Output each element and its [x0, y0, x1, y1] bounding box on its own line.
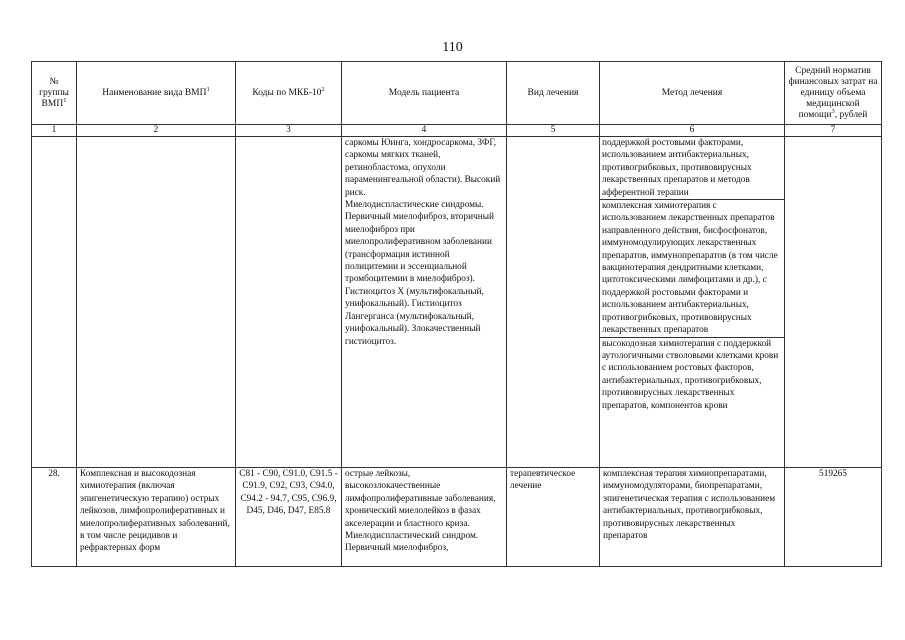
- treatment-type-cell: терапевтическое лечение: [507, 468, 600, 567]
- column-number: 7: [785, 125, 882, 137]
- treatment-type-cell: [507, 137, 600, 468]
- vmp-name-cell: Комплексная и высокодозная химиотерапия (включая эпигенетическую терапию) острых лейкозов, лимфопролиферативных и миелопролиферативных заболеваний, в том числе рецидивов и рефрактерных форм: [77, 468, 236, 567]
- group-number-cell: [32, 137, 77, 468]
- icd-codes-cell: [236, 137, 342, 468]
- header-cost-norm: Средний норматив финансовых затрат на единицу объема медицинской помощи$^3$, рублей: [785, 62, 882, 125]
- header-patient-model: Модель пациента: [342, 62, 507, 125]
- header-treatment-type: Вид лечения: [507, 62, 600, 125]
- cost-cell: [785, 137, 882, 468]
- treatment-method: комплексная терапия химиопрепаратами, иммуномодуляторами, биопрепаратами, эпигенетическая терапия с использованием антибактериальных, противогрибковых, противовирусных лекарственных препаратов: [603, 469, 776, 542]
- vmp-name-cell: [77, 137, 236, 468]
- header-row: [32, 62, 882, 125]
- treatment-method-cell: [600, 137, 785, 468]
- column-number: 1: [32, 125, 77, 137]
- column-number: 5: [507, 125, 600, 137]
- column-number: 4: [342, 125, 507, 137]
- table-row: [32, 137, 882, 468]
- header-vmp-name: Наименование вида ВМП$^1$: [77, 62, 236, 125]
- header-icd-codes: Коды по МКБ-$10^2$: [236, 62, 342, 125]
- column-number: 6: [600, 125, 785, 137]
- patient-model-cell: саркомы Юинга, хондросаркома, ЗФГ, саркомы мягких тканей, ретинобластома, опухоли параменингеальной области). Высокий риск. Миелодиспластические синдромы. Первичный миелофиброз, вторичный миелофиброз при миелопролиферативном заболевании (трансформация истинной полицитемии и эссенциальной тромбоцитемии в миелофиброз). Гистиоцитоз X (мультифокальный, унифокальный). Гистиоцитоз Лангерганса (мультифокальный, унифокальный). Злокачественный гистиоцитоз.: [342, 137, 507, 468]
- treatment-method: комплексная химиотерапия с использованием лекарственных препаратов направленного действия, бисфосфонатов, иммуномодулирующих лекарственных препаратов, иммунопрепаратов (в том числе вакцинотерапия дендритными клетками, цитотоксическими лимфоцитами и др.), с поддержкой ростовыми факторами и использованием антибактериальных, противогрибковых, противовирусных лекарственных препаратов: [600, 199, 784, 336]
- column-number: 3: [236, 125, 342, 137]
- table-row: [32, 468, 882, 567]
- header-group-number: № группы ВМП$^1$: [32, 62, 77, 125]
- group-number-cell: 28.: [32, 468, 77, 567]
- vmp-table: [31, 61, 882, 567]
- treatment-method-cell: [600, 468, 785, 567]
- treatment-method: высокодозная химиотерапия с поддержкой аутологичными стволовыми клетками крови с использованием ростовых факторов, антибактериальных, противогрибковых, противовирусных лекарственных препаратов, компонентов крови: [600, 337, 784, 412]
- cost-cell: 519265: [785, 468, 882, 567]
- column-number: 2: [77, 125, 236, 137]
- treatment-method: поддержкой ростовыми факторами, использованием антибактериальных, противогрибковых, противовирусных лекарственных препаратов и методов афферентной терапии: [602, 138, 752, 198]
- header-treatment-method: Метод лечения: [600, 62, 785, 125]
- page-number: 110: [442, 40, 463, 55]
- patient-model-cell: острые лейкозы, высокозлокачественные лимфопролиферативные заболевания, хронический миелолейкоз в фазах акселерации и бластного криза. Миелодиспластический синдром. Первичный миелофиброз,: [342, 468, 507, 567]
- column-number-row: [32, 125, 882, 137]
- icd-codes-cell: C81 - C90, C91.0, C91.5 - C91.9, C92, C93, C94.0, C94.2 - 94.7, C95, C96.9, D45, D46, D47, E85.8: [236, 468, 342, 567]
